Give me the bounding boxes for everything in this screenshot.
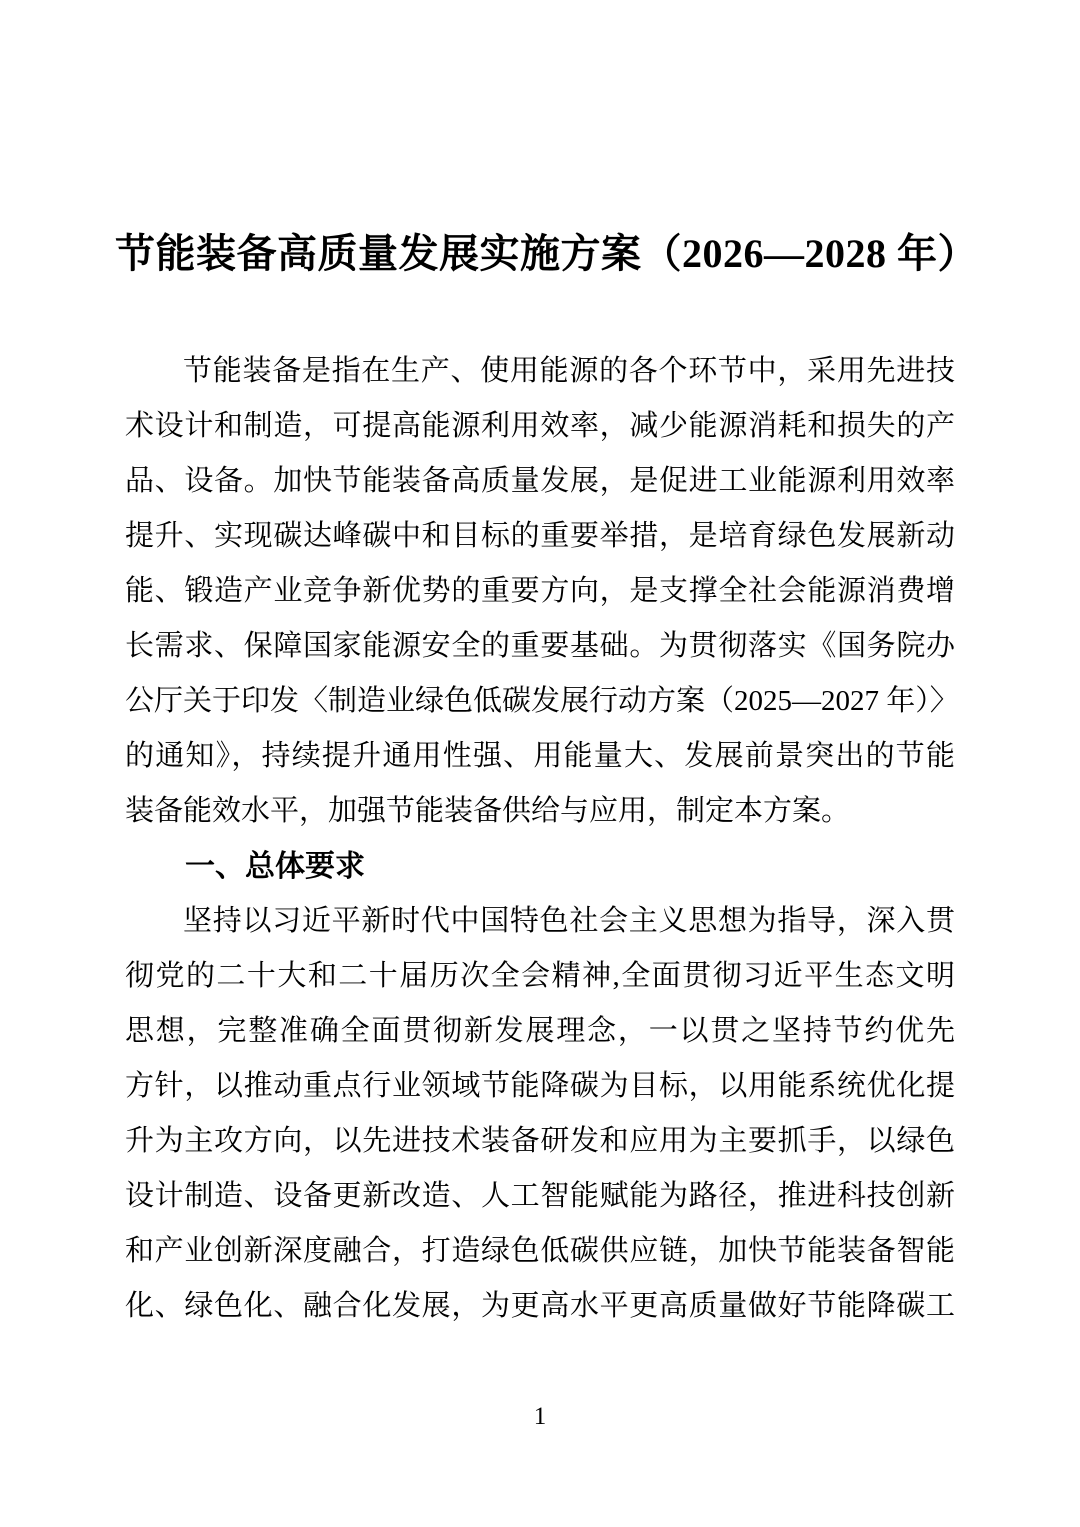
page-number: 1 (533, 1403, 547, 1430)
paragraph-intro (125, 344, 959, 839)
text-line: 提升、实现碳达峰碳中和目标的重要举措，是培育绿色发展新动 (125, 520, 955, 552)
text-line: 和产业创新深度融合，打造绿色低碳供应链，加快节能装备智能 (125, 1235, 955, 1267)
text-line: 化、绿色化、融合化发展，为更高水平更高质量做好节能降碳工 (125, 1290, 955, 1322)
text-line: 方针，以推动重点行业领域节能降碳为目标，以用能系统优化提 (125, 1070, 955, 1102)
text-line: 设计制造、设备更新改造、人工智能赋能为路径，推进科技创新 (125, 1180, 955, 1212)
text-line: 坚持以习近平新时代中国特色社会主义思想为指导，深入贯 (183, 905, 955, 937)
paragraph-section1 (125, 894, 955, 1334)
document-body (125, 344, 959, 1334)
text-line: 长需求、保障国家能源安全的重要基础。为贯彻落实《国务院办 (125, 630, 955, 662)
document-title: 节能装备高质量发展实施方案（2026—2028 年） (115, 231, 978, 276)
text-line: 公厅关于印发〈制造业绿色低碳发展行动方案（2025—2027 年）〉 (125, 685, 959, 717)
text-line: 品、设备。加快节能装备高质量发展，是促进工业能源利用效率 (125, 465, 955, 497)
text-line: 装备能效水平，加强节能装备供给与应用，制定本方案。 (125, 795, 851, 827)
text-line: 思想，完整准确全面贯彻新发展理念，一以贯之坚持节约优先 (125, 1015, 955, 1047)
text-line: 能、锻造产业竞争新优势的重要方向，是支撑全社会能源消费增 (125, 575, 955, 607)
text-line: 术设计和制造，可提高能源利用效率，减少能源消耗和损失的产 (125, 410, 955, 442)
text-line: 升为主攻方向，以先进技术装备研发和应用为主要抓手，以绿色 (125, 1125, 955, 1157)
text-line: 的通知》，持续提升通用性强、用能量大、发展前景突出的节能 (125, 740, 955, 772)
text-line: 节能装备是指在生产、使用能源的各个环节中，采用先进技 (183, 355, 955, 387)
text-line: 彻党的二十大和二十届历次全会精神,全面贯彻习近平生态文明 (125, 960, 955, 992)
section-heading-overall-requirements: 一、总体要求 (185, 850, 365, 883)
